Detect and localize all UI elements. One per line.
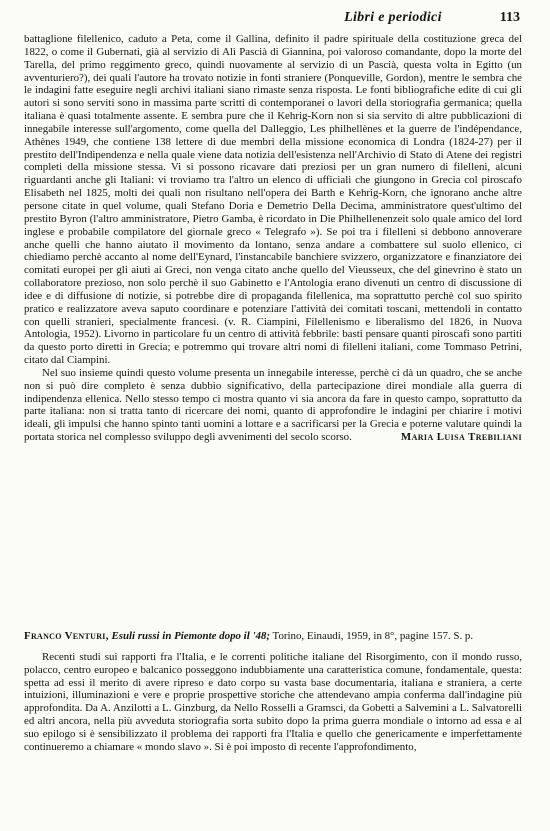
review-venturi [24,630,522,754]
book-title: Esuli russi in Piemonte dopo il '48; [111,630,271,642]
book-author: Franco Venturi, [24,630,109,642]
review-trebiliani [24,33,522,444]
page-header [30,10,520,30]
book-publication: Torino, Einaudi, 1959, in 8°, pagine 157. S. p. [272,630,474,642]
page-number: 113 [499,10,520,25]
review-body [24,651,522,754]
review-paragraph: battaglione filellenico, caduto a Peta, come il Gallina, definito il padre spirituale della costituzione greca del 1822, o come il Gubernati, già al servizio di Alì Pascià di Giannina, poi valoroso comandante, dopo la morte del Tarella, del primo reggimento greco, quindi nuovamente al servizio di un Pascià, questa volta in Egitto (un avventuriero?), dei quali l'autore ha trovato notizie in fonti straniere (Ponqueville, Gordon), mentre le sembra che le indagini fatte eseguire negli archivi italiani siano rimaste senza risposta. Le fonti bibliografiche edite di cui gli autori si sono serviti sono in massima parte scritti di contemporanei o lavori della storiografia germanica; quella italiana è quasi totalmente assente. E sembra pure che il Kehrig-Korn non si sia servito di altre pubblicazioni di innegabile interesse sull'argomento, come quella del Dalleggio, Les philhellènes et la guerre de l'indépendance, Athènes 1949, che contiene 138 lettere di due membri della missione economica di Londra (1824-27) per il prestito dell'Indipendenza e nella quale viene data notizia dell'esistenza nell'Archivio di Stato di Atene dei registri completi della missione stessa. Vi si possono ricavare dati preziosi per un gran numero di filelleni, alcuni riguardanti anche gli Italiani: vi troviamo tra l'altro un elenco di ufficiali che giungono in Grecia col piroscafo Elisabeth nel 1825, molti dei quali non risultano nell'opera dei Barth e Kehrig-Korn, che ignorano anche altre persone citate in quel volume, quali Stefano Doria e Demetrio Della Decima, amministratore quest'ultimo del prestito Byron (l'altro amministratore, Pietro Gamba, è ricordato in Die Philhellenenzeit solo quale amico del lord inglese e probabile compilatore del giornale greco « Telegrafo »). Se poi tra i filelleni si debbono annoverare anche quelli che hanno aiutato il movimento da lontano, senza andare a combattere sul suolo ellenico, ci chiediamo perchè accanto al nome dell'Eynard, l'instancabile banchiere svizzero, organizzatore e finanziatore dei comitati europei per gli aiuti ai Greci, non venga citato anche quello del Vieusseux, che del ginevrino è stato un collaboratore prezioso, non solo perchè il suo Gabinetto e l'Antologia erano divenuti un centro di discussione di idee e di diffusione di notizie, si potrebbe dire di propaganda filellenica, ma soprattutto perchè col suo spirito pratico e realizzatore aveva saputo coordinare e potenziare l'attività dei comitati toscani, mettendoli in contatto con quelli stranieri, specialmente francesi. (v. R. Ciampini, Filellenismo e liberalismo del 1826, in Nuova Antologia, 1952). Livorno in particolare fu un centro di attività febbrile: basti pensare quanti piroscafi sono partiti da questo porto diretti in Grecia; e potremmo qui trovare altri nomi di filelleni italiani, come Tommaso Petrini, citato dal Ciampini. [24,33,522,367]
review-paragraph: Nel suo insieme quindi questo volume presenta un innegabile interesse, perchè ci dà un quadro, che se anche non si può dire completo è senza dubbio significativo, della partecipazione direi mondiale alla guerra di indipendenza ellenica. Nello stesso tempo ci mostra quanto vi sia ancora da fare in questo campo, soprattutto da parte italiana: non si tratta tanto di ricercare dei nomi, quanto di approfondire le indagini per chiarire i motivi ideali, gli impulsi che hanno spinto tanti uomini a lottare e a sacrificarsi per la Grecia e poterne valutare quindi la portata storica nel complesso sviluppo degli avvenimenti del secolo scorso. [24,366,522,444]
bibliographic-entry [24,630,522,643]
review-paragraph: Recenti studi sui rapporti fra l'Italia, e le correnti politiche italiane del Risorgimento, con il mondo russo, polacco, centro europeo e balcanico posseggono indubbiamente una caratteristica comune, fondamentale, questa: spetta ad essi il merito di avere ripreso e dato corpo su vasta base documentaria, italiana e straniera, a certe intuizioni, illuminazioni e vere e proprie prospettive storiche che attendevano ampia conferma dall'indagine più approfondita. Da A. Anzilotti a L. Ginzburg, da Nello Rosselli a Gramsci, da Gobetti a Salvemini a L. Salvatorelli ed altri ancora, nella più avveduta storiografia sorta subito dopo la prima guerra mondiale o intorno ad essa e al suo epilogo si è sensibilizzato il problema dei rapporti fra l'Italia e quello che genericamente e imperfettamente continueremo a chiamare « mondo slavo ». Si è poi imposto di recente l'approfondimento, [24,650,522,753]
review-signature: Maria Luisa Trebiliani [400,431,522,443]
running-title: Libri e periodici [344,10,442,25]
